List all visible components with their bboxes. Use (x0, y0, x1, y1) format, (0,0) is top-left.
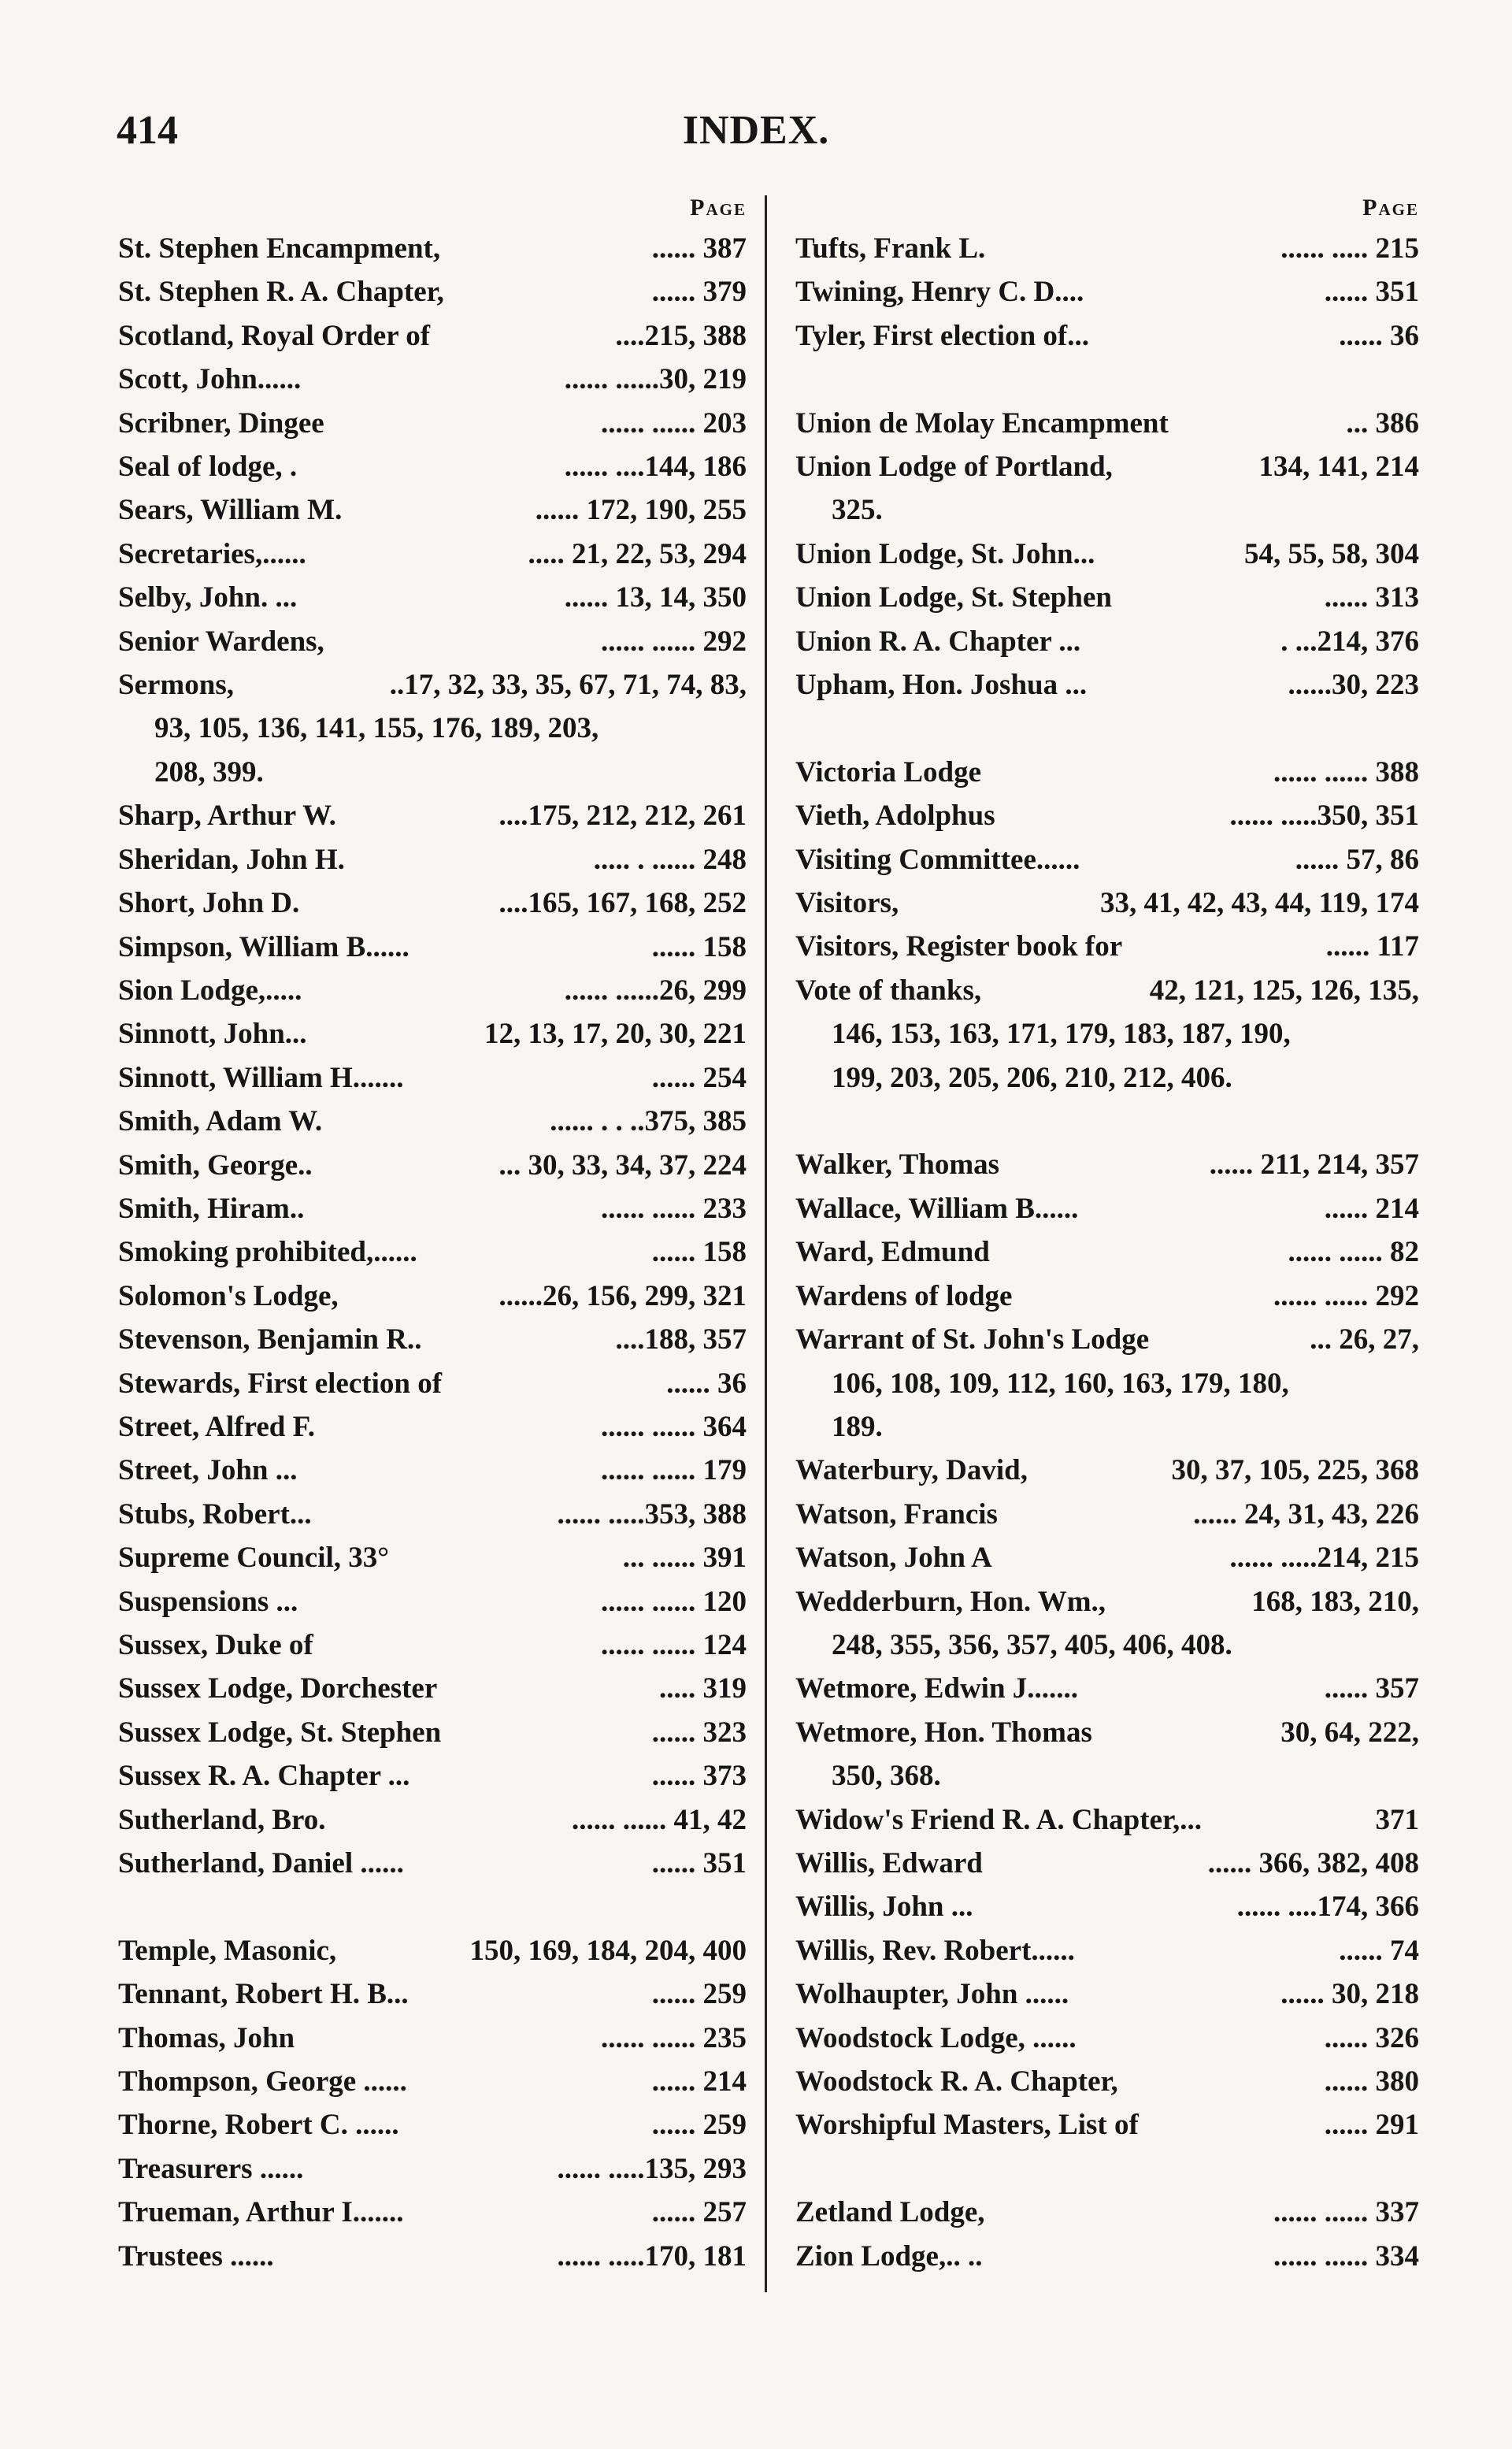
entry-name: Suspensions ... (118, 1585, 298, 1618)
page-column-label: Page (1362, 195, 1419, 221)
entry-pages: 168, 183, 210, (1251, 1585, 1419, 1618)
index-entry (118, 1362, 747, 1405)
index-entry (118, 1929, 747, 1972)
entry-pages: ...... ...... 334 (1273, 2239, 1419, 2273)
index-entry (118, 1318, 747, 1361)
entry-pages: 30, 37, 105, 225, 368 (1171, 1454, 1419, 1487)
entry-name: Sussex Lodge, Dorchester (118, 1672, 438, 1705)
index-column-right (795, 189, 1419, 2278)
index-entry (118, 1798, 747, 1842)
entry-pages: ...... 257 (651, 2196, 747, 2229)
index-entry (118, 1275, 747, 1318)
entry-pages: ...... 259 (651, 2109, 747, 2142)
index-entry (795, 1711, 1419, 1754)
entry-pages: 12, 13, 17, 20, 30, 221 (484, 1018, 747, 1051)
entry-name: Sutherland, Daniel ...... (118, 1847, 404, 1880)
entry-name: Widow's Friend R. A. Chapter,... (795, 1803, 1203, 1836)
entry-name: Sermons, (118, 669, 234, 702)
entry-pages: ...... 211, 214, 357 (1209, 1148, 1419, 1182)
entry-pages: ...... ..... 215 (1280, 232, 1419, 265)
entry-continuation: 189. (832, 1410, 883, 1443)
index-entry (118, 2060, 747, 2103)
index-entry (118, 1972, 747, 2016)
entry-name: Vote of thanks, (795, 974, 982, 1007)
index-entry (795, 445, 1419, 488)
index-entry (118, 1230, 747, 1274)
entry-pages: ...... 351 (651, 1847, 747, 1880)
index-entry (795, 1187, 1419, 1230)
entry-pages: ...... 313 (1324, 581, 1419, 614)
entry-name: Sinnott, John... (118, 1018, 307, 1051)
index-entry (118, 1056, 747, 1100)
entry-pages: ...... 373 (651, 1760, 747, 1793)
entry-name: Tufts, Frank L. (795, 232, 986, 265)
entry-pages: 150, 169, 184, 204, 400 (469, 1934, 747, 1967)
index-entry (795, 2235, 1419, 2278)
entry-name: Sheridan, John H. (118, 843, 345, 876)
entry-pages: ...... . . ..375, 385 (550, 1105, 747, 1138)
entry-pages: ...... 24, 31, 43, 226 (1193, 1497, 1419, 1531)
index-entry (795, 1798, 1419, 1842)
entry-pages: ....175, 212, 212, 261 (498, 800, 747, 833)
entry-name: Woodstock R. A. Chapter, (795, 2065, 1118, 2098)
entry-name: Ward, Edmund (795, 1236, 990, 1269)
index-entry (795, 925, 1419, 968)
column-divider (765, 195, 767, 2292)
entry-name: Visitors, (795, 887, 899, 920)
entry-name: Smith, Adam W. (118, 1105, 323, 1138)
entry-name: Vieth, Adolphus (795, 800, 995, 833)
index-entry (118, 881, 747, 925)
index-entry (795, 1580, 1419, 1623)
entry-pages: ..... . ...... 248 (593, 843, 747, 876)
entry-pages: 54, 55, 58, 304 (1244, 537, 1419, 570)
entry-pages: ... 26, 27, (1310, 1323, 1419, 1356)
entry-pages: ...... 357 (1324, 1672, 1419, 1705)
index-entry (118, 926, 747, 969)
entry-continuation: 350, 368. (832, 1760, 941, 1793)
entry-pages: 134, 141, 214 (1258, 451, 1419, 484)
entry-name: Scotland, Royal Order of (118, 319, 431, 352)
index-entry (118, 314, 747, 358)
entry-pages: ... ...... 391 (622, 1542, 747, 1575)
index-entry (118, 969, 747, 1012)
entry-name: Sussex Lodge, St. Stephen (118, 1716, 442, 1749)
entry-pages: ...... 214 (1324, 1192, 1419, 1225)
index-entry (795, 1842, 1419, 1885)
entry-name: Warrant of St. John's Lodge (795, 1323, 1150, 1356)
entry-pages: ...... 13, 14, 350 (564, 581, 747, 614)
entry-pages: ....215, 388 (615, 319, 747, 352)
entry-name: Worshipful Masters, List of (795, 2109, 1139, 2142)
entry-pages: ...... ...... 41, 42 (572, 1803, 747, 1836)
index-entry (118, 2017, 747, 2060)
entry-name: Wedderburn, Hon. Wm., (795, 1585, 1106, 1618)
index-entry (118, 270, 747, 314)
index-entry (118, 1187, 747, 1230)
entry-pages: ... 30, 33, 34, 37, 224 (498, 1148, 747, 1182)
entry-name: Smoking prohibited,...... (118, 1236, 417, 1269)
index-entry (118, 1100, 747, 1143)
entry-pages: . ...214, 376 (1280, 625, 1419, 658)
entry-pages: ...... ...... 292 (601, 625, 747, 658)
entry-pages: ...... ...... 233 (601, 1192, 747, 1225)
entry-pages: ...... ....174, 366 (1236, 1891, 1419, 1924)
entry-continuation: 248, 355, 356, 357, 405, 406, 408. (832, 1628, 1232, 1661)
entry-name: Twining, Henry C. D.... (795, 276, 1084, 309)
entry-pages: 33, 41, 42, 43, 44, 119, 174 (1100, 887, 1419, 920)
entry-pages: ...... 323 (651, 1716, 747, 1749)
section-gap (795, 1100, 1419, 1143)
index-entry (118, 1012, 747, 1056)
entry-pages: ...... 259 (651, 1978, 747, 2011)
entry-name: Watson, Francis (795, 1497, 998, 1531)
index-entry (118, 2103, 747, 2147)
index-entry (118, 1711, 747, 1754)
entry-pages: ...... 158 (651, 1236, 747, 1269)
entry-name: Stewards, First election of (118, 1367, 443, 1400)
index-entry (795, 663, 1419, 707)
entry-name: Sion Lodge,..... (118, 974, 302, 1007)
entry-name: Woodstock Lodge, ...... (795, 2021, 1077, 2054)
index-entry (118, 1449, 747, 1492)
entry-pages: ...... 291 (1324, 2109, 1419, 2142)
entry-name: Senior Wardens, (118, 625, 324, 658)
index-entry (118, 488, 747, 532)
index-entry (118, 402, 747, 445)
entry-name: Willis, Rev. Robert...... (795, 1934, 1075, 1967)
entry-name: Temple, Masonic, (118, 1934, 337, 1967)
entry-name: Waterbury, David, (795, 1454, 1028, 1487)
section-gap (795, 358, 1419, 401)
entry-name: Seal of lodge, . (118, 451, 298, 484)
index-entry (795, 270, 1419, 314)
index-entry (795, 576, 1419, 619)
page-number: 414 (117, 108, 178, 153)
index-entry (118, 620, 747, 663)
entry-name: St. Stephen R. A. Chapter, (118, 276, 444, 309)
entry-pages: ...... ......26, 299 (564, 974, 747, 1007)
entry-pages: ......26, 156, 299, 321 (498, 1279, 747, 1312)
section-gap (118, 1885, 747, 1928)
index-entry (118, 1536, 747, 1579)
entry-name: Smith, Hiram.. (118, 1192, 305, 1225)
entry-name: Stevenson, Benjamin R.. (118, 1323, 422, 1356)
entry-name: Selby, John. ... (118, 581, 298, 614)
index-entry (118, 2191, 747, 2234)
entry-pages: ...... 380 (1324, 2065, 1419, 2098)
index-entry (795, 1493, 1419, 1536)
entry-name: Thomas, John (118, 2021, 295, 2054)
entry-pages: ...... ...... 337 (1273, 2196, 1419, 2229)
index-entry (118, 1493, 747, 1536)
entry-pages: ...... 214 (651, 2065, 747, 2098)
index-entry (795, 1667, 1419, 1710)
entry-pages: ...... 326 (1324, 2021, 1419, 2054)
entry-continuation: 106, 108, 109, 112, 160, 163, 179, 180, (832, 1367, 1289, 1400)
index-entry (795, 1318, 1419, 1361)
index-entry (795, 751, 1419, 794)
index-entry (118, 1667, 747, 1710)
entry-name: Simpson, William B...... (118, 930, 410, 963)
entry-name: Street, Alfred F. (118, 1410, 316, 1443)
index-entry (795, 314, 1419, 358)
entry-name: Zetland Lodge, (795, 2196, 985, 2229)
entry-name: St. Stephen Encampment, (118, 232, 441, 265)
index-entry (795, 1230, 1419, 1274)
entry-pages: ...... ...... 388 (1273, 755, 1419, 789)
entry-name: Willis, Edward (795, 1846, 983, 1879)
entry-pages: ...... .....353, 388 (557, 1497, 747, 1531)
entry-name: Wetmore, Edwin J....... (795, 1672, 1079, 1705)
entry-pages: ...... ...... 203 (601, 406, 747, 440)
index-entry (795, 1885, 1419, 1928)
entry-name: Solomon's Lodge, (118, 1279, 339, 1312)
page-title: INDEX. (682, 108, 830, 153)
index-entry (795, 2017, 1419, 2060)
entry-name: Upham, Hon. Joshua ... (795, 669, 1088, 702)
entry-name: Union Lodge, St. Stephen (795, 581, 1112, 614)
entry-name: Wolhaupter, John ...... (795, 1978, 1069, 2011)
entry-name: Zion Lodge,.. .. (795, 2239, 983, 2273)
index-entry (795, 2103, 1419, 2147)
entry-name: Treasurers ...... (118, 2152, 304, 2185)
entry-name: Short, John D. (118, 887, 300, 920)
entry-name: Sussex R. A. Chapter ... (118, 1760, 410, 1793)
entry-name: Wallace, William B...... (795, 1192, 1079, 1225)
entry-pages: ...... 158 (651, 930, 747, 963)
entry-pages: ...... 254 (651, 1061, 747, 1094)
page-column-label: Page (690, 195, 747, 221)
index-entry (795, 402, 1419, 445)
entry-pages: ..17, 32, 33, 35, 67, 71, 74, 83, (389, 669, 747, 702)
entry-pages: ...... ...... 235 (601, 2021, 747, 2054)
section-gap (795, 707, 1419, 750)
entry-pages: ..... 21, 22, 53, 294 (528, 537, 747, 570)
entry-continuation: 93, 105, 136, 141, 155, 176, 189, 203, (154, 712, 599, 745)
entry-name: Stubs, Robert... (118, 1497, 312, 1531)
entry-pages: ...... 172, 190, 255 (535, 494, 747, 527)
entry-pages: ...... ...... 82 (1288, 1236, 1419, 1269)
entry-continuation: 146, 153, 163, 171, 179, 183, 187, 190, (832, 1018, 1291, 1051)
index-entry (795, 1972, 1419, 2016)
entry-name: Willis, John ... (795, 1891, 973, 1924)
entry-pages: 42, 121, 125, 126, 135, (1149, 974, 1419, 1007)
index-entry (795, 1929, 1419, 1972)
index-entry (118, 1405, 747, 1449)
entry-name: Street, John ... (118, 1454, 298, 1487)
index-entry (118, 1580, 747, 1623)
index-entry (118, 576, 747, 619)
entry-name: Visiting Committee...... (795, 843, 1080, 876)
index-entry (795, 1449, 1419, 1492)
entry-name: Sears, William M. (118, 494, 343, 527)
index-entry (795, 2191, 1419, 2234)
index-entry (118, 445, 747, 488)
index-entry (795, 794, 1419, 837)
entry-pages: ......30, 223 (1288, 669, 1419, 702)
entry-pages: ...... 351 (1324, 276, 1419, 309)
entry-name: Trueman, Arthur I....... (118, 2196, 404, 2229)
entry-pages: ...... ....144, 186 (564, 451, 747, 484)
entry-name: Tyler, First election of... (795, 319, 1089, 352)
index-entry (118, 1623, 747, 1667)
index-entry (795, 1143, 1419, 1186)
index-entry (795, 881, 1419, 925)
entry-name: Watson, John A (795, 1542, 992, 1575)
entry-name: Wetmore, Hon. Thomas (795, 1716, 1092, 1749)
entry-name: Visitors, Register book for (795, 930, 1123, 963)
entry-pages: ...... 117 (1325, 930, 1419, 963)
index-entry (118, 227, 747, 270)
index-entry (795, 838, 1419, 881)
entry-continuation: 199, 203, 205, 206, 210, 212, 406. (832, 1061, 1232, 1094)
entry-name: Thompson, George ...... (118, 2065, 407, 2098)
entry-name: Sinnott, William H....... (118, 1061, 404, 1094)
entry-pages: ...... ...... 120 (601, 1585, 747, 1618)
entry-name: Secretaries,...... (118, 537, 306, 570)
index-entry (118, 1754, 747, 1798)
entry-pages: ... 386 (1346, 406, 1419, 440)
entry-pages: ....165, 167, 168, 252 (498, 887, 747, 920)
entry-pages: 371 (1375, 1803, 1419, 1836)
index-entry (118, 663, 747, 707)
entry-pages: ...... 387 (651, 232, 747, 265)
entry-pages: ...... 36 (1339, 319, 1419, 352)
index-entry (118, 358, 747, 401)
entry-pages: ...... ...... 292 (1273, 1279, 1419, 1312)
entry-continuation: 325. (832, 494, 883, 527)
entry-name: Victoria Lodge (795, 755, 982, 789)
entry-pages: ...... 36 (666, 1367, 747, 1400)
page-header (0, 99, 1512, 162)
entry-pages: ..... 319 (659, 1672, 747, 1705)
index-entry (118, 1842, 747, 1885)
entry-continuation: 208, 399. (154, 755, 264, 789)
index-entry (795, 532, 1419, 576)
section-gap (795, 2147, 1419, 2191)
entry-pages: ...... ......30, 219 (564, 363, 747, 396)
index-entry (118, 838, 747, 881)
entry-name: Scribner, Dingee (118, 406, 324, 440)
index-entry (118, 532, 747, 576)
entry-name: Union de Molay Encampment (795, 406, 1169, 440)
entry-pages: ...... 30, 218 (1280, 1978, 1419, 2011)
entry-pages: 30, 64, 222, (1280, 1716, 1419, 1749)
entry-name: Union R. A. Chapter ... (795, 625, 1081, 658)
entry-pages: ...... ...... 179 (601, 1454, 747, 1487)
index-entry (795, 1536, 1419, 1579)
entry-name: Sussex, Duke of (118, 1629, 313, 1661)
entry-pages: ...... 379 (651, 276, 747, 309)
index-entry (118, 794, 747, 837)
index-entry (795, 2060, 1419, 2103)
index-entry (795, 1275, 1419, 1318)
index-entry (118, 2235, 747, 2278)
entry-name: Thorne, Robert C. ...... (118, 2109, 399, 2142)
entry-pages: ...... ...... 364 (601, 1410, 747, 1443)
entry-name: Union Lodge, St. John... (795, 537, 1095, 570)
entry-pages: ...... 57, 86 (1295, 843, 1419, 876)
entry-pages: ...... .....350, 351 (1229, 800, 1419, 833)
entry-pages: ...... 74 (1339, 1934, 1419, 1967)
entry-pages: ....188, 357 (615, 1323, 747, 1356)
index-entry (118, 2147, 747, 2191)
index-entry (795, 969, 1419, 1012)
entry-name: Tennant, Robert H. B... (118, 1978, 409, 2011)
entry-name: Trustees ...... (118, 2239, 274, 2273)
index-entry (795, 227, 1419, 270)
entry-pages: ...... .....214, 215 (1229, 1542, 1419, 1575)
entry-name: Wardens of lodge (795, 1279, 1013, 1312)
entry-name: Walker, Thomas (795, 1148, 1000, 1182)
entry-name: Sharp, Arthur W. (118, 800, 336, 833)
index-entry (118, 1144, 747, 1187)
index-column-left (118, 189, 747, 2278)
entry-pages: ...... .....170, 181 (557, 2239, 747, 2273)
entry-name: Supreme Council, 33° (118, 1542, 390, 1575)
entry-pages: ...... 366, 382, 408 (1207, 1846, 1419, 1879)
entry-name: Union Lodge of Portland, (795, 451, 1113, 484)
entry-name: Smith, George.. (118, 1148, 313, 1182)
entry-name: Sutherland, Bro. (118, 1803, 326, 1836)
index-entry (795, 620, 1419, 663)
entry-name: Scott, John...... (118, 363, 302, 396)
entry-pages: ...... ...... 124 (601, 1629, 747, 1661)
entry-pages: ...... .....135, 293 (557, 2152, 747, 2185)
